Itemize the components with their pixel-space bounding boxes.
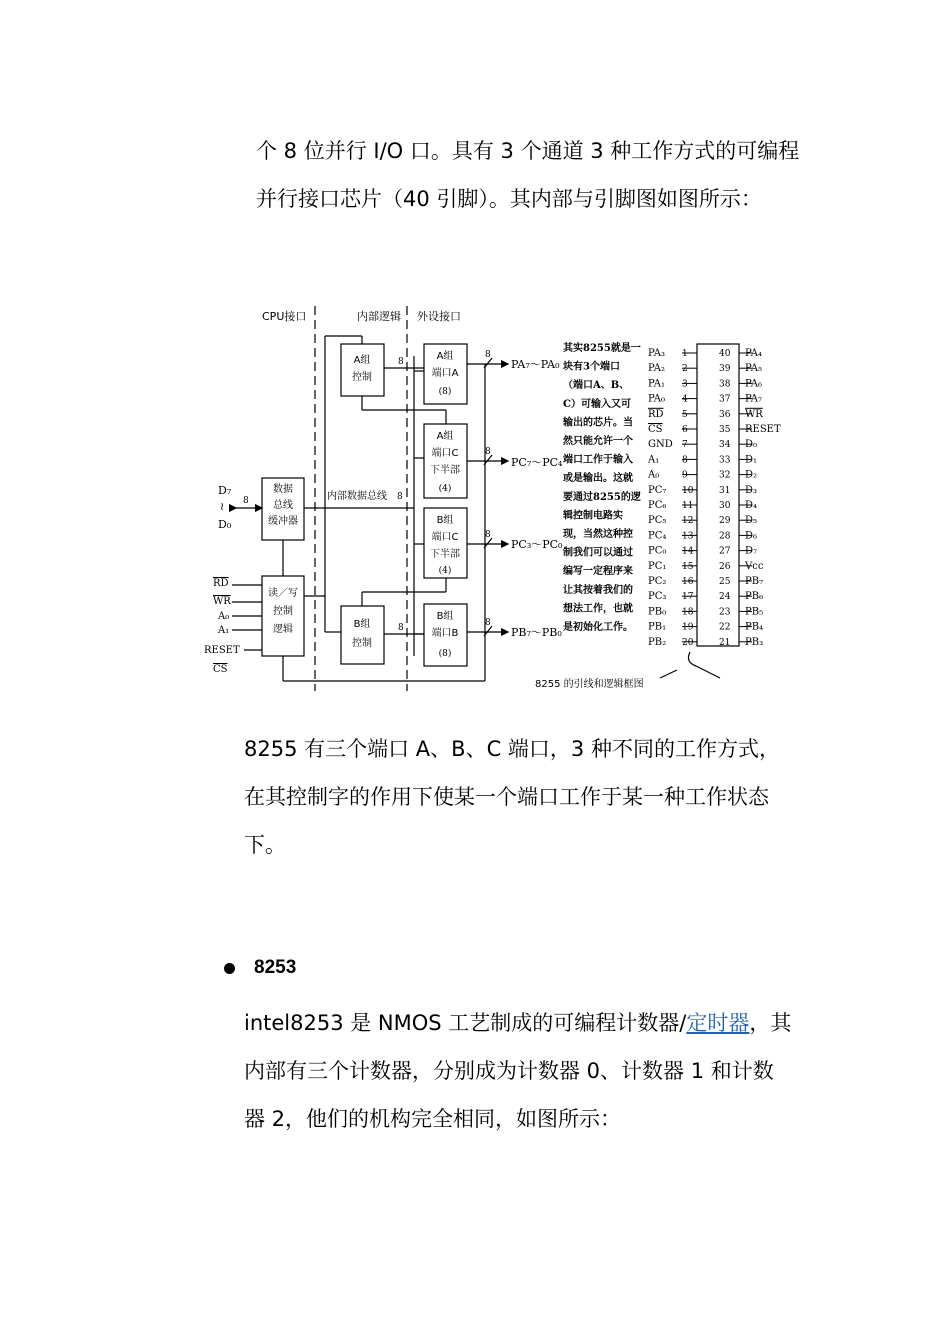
left-pin-name: PA₂ [648,363,666,375]
left-pin-number: 1 [682,349,688,359]
port-b-line2: 端口B [431,628,459,639]
note-line: 或是输出。这就 [563,473,633,485]
reset-signal: RESET [204,645,240,656]
cpu-interface-label: CPU接口 [262,310,307,323]
port-c-lower-line2: 端口C [431,532,459,543]
port-a-line2: 端口A [431,368,459,379]
right-pin-number: 21 [719,637,731,648]
note-line: 然只能允许一个 [563,436,633,447]
port-line-1: 8255 有三个端口 A、B、C 端口，3 种不同的工作方式， [244,737,780,761]
right-pin-name: D₁ [745,454,758,466]
intel8253-line-2: 内部有三个计数器，分别成为计数器 0、计数器 1 和计数 [244,1059,774,1083]
bus-buffer-line3: 缓冲器 [268,516,298,527]
d-range-mark: ≀ [220,500,225,513]
right-pin-number: 28 [719,531,731,542]
section-heading: 8253 [254,957,297,978]
note-line: C）可输入又可 [563,398,631,410]
bus-buffer-line2: 总线 [273,500,293,511]
right-pin-name: PB₄ [745,621,764,633]
right-pin-name: PB₃ [745,636,764,648]
right-pin-name: PB₆ [745,591,764,603]
internal-logic-label: 内部逻辑 [357,310,401,323]
d-bus-width: 8 [243,496,249,506]
right-pin-number: 35 [719,425,731,435]
right-pin-name: D₄ [745,500,758,511]
left-pin-name: PB₀ [648,606,667,618]
left-pin-number: 12 [682,516,694,527]
intro-paragraph [256,127,799,223]
right-pin-name: D₂ [745,469,758,481]
pa-width: 8 [485,350,491,360]
right-pin-name: PA₄ [745,348,763,359]
left-pin-name: RD [648,408,664,420]
left-pin-name: A₀ [648,469,660,481]
left-pin-number: 2 [682,364,688,375]
left-pin-number: 19 [682,622,694,633]
rw-logic-line2: 控制 [273,606,293,617]
b-control-line1: B组 [353,619,371,630]
a0-signal: A₀ [218,611,230,622]
right-pin-number: 32 [719,470,731,481]
intel8253-text-b: ，其 [749,1011,792,1035]
right-pin-name: Vcc [745,560,764,572]
left-pin-number: 3 [682,379,688,390]
left-pin-number: 17 [682,592,694,603]
bus-buffer-line1: 数据 [273,484,293,495]
right-pin-number: 29 [719,516,731,527]
pc-lower-output-label: PC₃～PC₀ [511,538,563,551]
rw-logic-line1: 读／写 [268,588,298,599]
left-pin-name: PC₇ [648,484,667,496]
note-line: 让其按着我们的 [563,584,633,596]
right-pin-name: RESET [745,424,781,435]
note-line: 制我们可以通过 [563,547,633,559]
port-line-2: 在其控制字的作用下使某一个端口工作于某一种工作状态 [244,785,769,809]
left-pin-name: PC₃ [648,591,667,603]
note-line: 辑控制电路实 [563,510,623,522]
left-pin-number: 5 [682,409,688,420]
right-pin-number: 25 [719,577,731,587]
rd-signal: RD [213,578,229,589]
right-pin-number: 27 [719,546,731,557]
left-pin-name: PA₃ [648,348,666,359]
peripheral-interface-label: 外设接口 [417,310,461,323]
d0-label: D₀ [218,518,232,531]
left-pin-number: 8 [682,455,688,466]
port-b-line3: (8) [438,649,452,659]
left-pin-number: 14 [682,546,694,557]
left-pin-number: 7 [682,440,688,451]
a-control-width: 8 [398,357,404,367]
left-pin-number: 16 [682,577,694,587]
right-pin-number: 26 [719,561,731,572]
port-c-lower-line4: (4) [438,566,452,576]
timer-link[interactable]: 定时器 [686,1011,750,1035]
wr-signal: WR [213,596,231,607]
right-pin-name: PA₇ [745,393,763,405]
note-line: 其实8255就是一 [563,343,641,354]
port-c-lower-line3: 下半部 [430,549,460,560]
note-line: 想法工作，也就 [563,603,633,615]
port-a-line1: A组 [436,351,454,362]
right-pin-name: D₇ [745,545,758,557]
left-pin-number: 9 [682,470,688,481]
right-pin-number: 39 [719,364,731,375]
note-line: 输出的芯片。当 [563,417,633,429]
right-pin-name: PB₅ [745,606,764,618]
left-pin-number: 18 [682,607,694,618]
left-pin-name: PA₁ [648,378,666,390]
left-pin-name: PC₀ [648,545,667,557]
right-pin-name: D₃ [745,484,758,496]
right-pin-name: PB₇ [745,576,764,587]
note-line: 现，当然这种控 [563,529,633,540]
pa-output-label: PA₇～PA₀ [511,358,560,371]
intel8253-text-a: intel8253 是 NMOS 工艺制成的可编程计数器/ [244,1011,687,1035]
port-a-line3: (8) [438,387,452,397]
right-pin-name: PA₅ [745,363,763,375]
right-pin-number: 36 [719,409,731,420]
right-pin-number: 38 [719,379,731,390]
d7-label: D₇ [218,484,232,497]
note-line: 是初始化工作。 [563,622,633,633]
right-pin-number: 23 [719,607,731,618]
pc-lower-width: 8 [485,530,491,540]
pb-output-label: PB₇～PB₀ [511,626,562,639]
left-pin-name: PC₅ [648,515,667,527]
right-pin-number: 37 [719,394,731,405]
left-pin-name: PA₀ [648,393,666,405]
a-control-line1: A组 [353,355,371,366]
rw-logic-line3: 逻辑 [273,624,293,635]
internal-bus-label: 内部数据总线 [327,491,387,502]
note-line: 编写一定程序来 [563,566,633,578]
pc-upper-output-label: PC₇～PC₄ [511,456,563,469]
right-pin-name: PA₆ [745,378,763,390]
cs-signal: CS [213,664,228,675]
port-c-upper-line4: (4) [438,484,452,494]
left-pin-name: A₁ [648,454,660,466]
pc-upper-width: 8 [485,447,491,457]
figure-caption: 8255 的引线和逻辑框图 [535,679,644,690]
a-control-line2: 控制 [352,372,372,383]
right-pin-number: 22 [719,622,731,633]
port-paragraph [244,725,780,869]
right-pin-number: 31 [719,485,731,496]
right-pin-number: 30 [719,501,731,511]
note-line: 端口工作于输入 [563,454,633,466]
left-pin-number: 11 [682,501,694,511]
left-pin-name: PB₁ [648,621,667,633]
left-pin-number: 10 [682,485,694,496]
note-line: 块有3个端口 [563,361,620,373]
left-pin-number: 6 [682,425,688,435]
right-pin-number: 33 [719,455,731,466]
left-pin-name: PC₁ [648,560,667,572]
right-pin-number: 34 [719,440,731,451]
left-pin-name: PC₄ [648,530,667,542]
intro-line-2: 并行接口芯片（40 引脚）。其内部与引脚图如图所示： [256,187,762,211]
note-line: （端口A、B、 [563,380,630,392]
left-pin-number: 20 [682,637,694,648]
b-control-width: 8 [398,623,404,633]
right-pin-name: D₆ [745,530,758,542]
left-pin-name: PC₆ [648,500,667,511]
intel8253-line-3: 器 2，他们的机构完全相同，如图所示： [244,1107,622,1131]
port-line-3: 下。 [244,833,286,857]
intro-line-1: 个 8 位并行 I/O 口。具有 3 个通道 3 种工作方式的可编程 [256,139,800,163]
left-pin-number: 4 [682,394,688,405]
b-control-line2: 控制 [352,638,372,649]
left-pin-number: 13 [682,531,694,542]
a1-signal: A₁ [218,625,230,636]
8255-block-diagram [200,296,790,701]
right-pin-number: 24 [719,592,731,603]
port-c-upper-line1: A组 [436,431,454,442]
port-b-line1: B组 [436,611,454,622]
port-c-upper-line3: 下半部 [430,465,460,476]
right-pin-number: 40 [719,349,731,359]
left-pin-name: PB₂ [648,636,667,648]
port-c-upper-line2: 端口C [431,448,459,459]
bus-width: 8 [397,492,403,502]
intel8253-paragraph [244,999,791,1143]
port-c-lower-line1: B组 [436,515,454,526]
left-pin-name: GND [648,439,673,451]
bullet-icon [224,963,235,974]
pinout [647,348,781,648]
right-pin-name: WR [745,408,763,420]
right-pin-name: D₅ [745,515,758,527]
intel8253-line-1 [244,999,791,1047]
left-pin-number: 15 [682,561,694,572]
left-pin-name: CS [648,424,663,435]
left-pin-name: PC₂ [648,576,667,587]
right-pin-name: D₀ [745,439,758,451]
note-line: 要通过8255的逻 [563,491,641,503]
pb-width: 8 [485,618,491,628]
annotation-note [562,341,641,633]
